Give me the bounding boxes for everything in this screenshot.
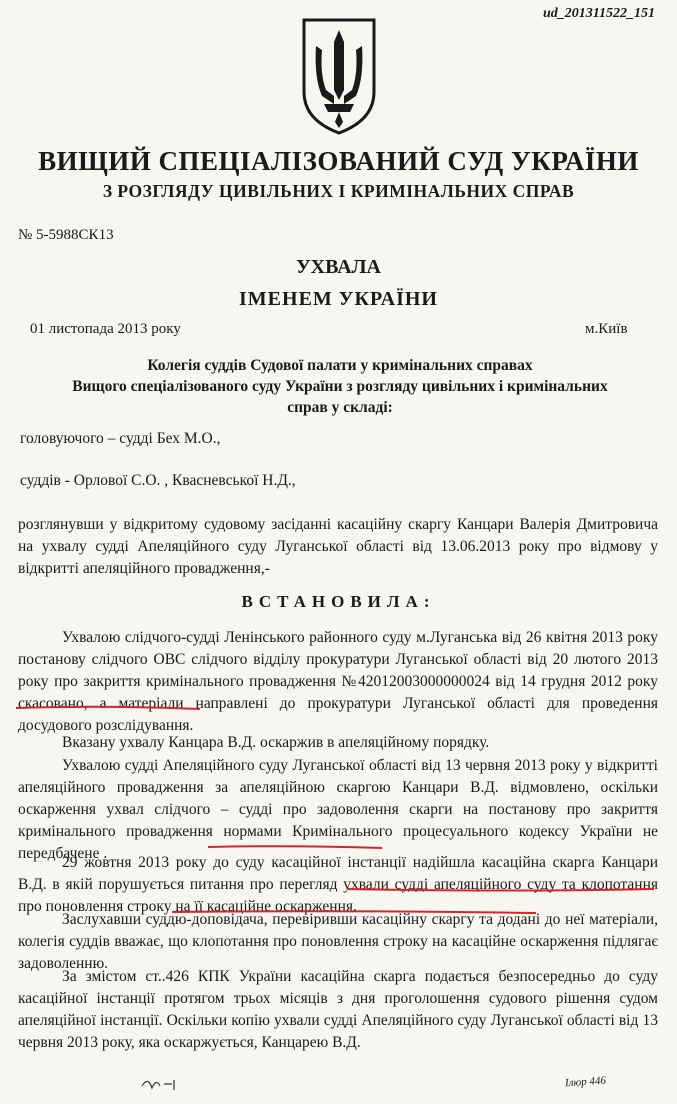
board-line: справ у складі:: [287, 399, 393, 416]
considering-paragraph: розглянувши у відкритому судовому засіданні касаційну скаргу Канцари Валерія Дмитровича на ухвалу судді Апеляційного суду Луганської області від 13.06.2013 року про відмову у відкритті апеляційного провадження,-: [18, 516, 658, 577]
body-paragraph: Заслухавши суддю-доповідача, перевіривши касаційну скаргу та додані до неї матеріали, колегія суддів вважає, що клопотання про поновлення строку на касаційне оскарження підлягає задоволенню.: [18, 911, 658, 972]
board-line: Колегія суддів Судової палати у кримінальних справах: [147, 357, 533, 374]
document-title: УХВАЛА: [296, 256, 381, 278]
red-underline-mark: [14, 704, 204, 712]
board-composition: [20, 355, 660, 418]
body-paragraph: Ухвалою слідчого-судді Ленінського районного суду м.Луганська від 26 квітня 2013 року постанову слідчого ОВС слідчого відділу прокуратури Луганської області від 20 лютого 2013 року про закриття кримінального провадження №42012003000000024 від 14 грудня 2012 року скасовано, а матеріали направлені до прокуратури Луганської області для проведення досудового розслідування.: [18, 629, 658, 734]
body-paragraph: Ухвалою судді Апеляційного суду Луганської області від 13 червня 2013 року у відкритті апеляційного провадження за апеляційною скаргою Канцари В.Д. відмовлено, оскільки оскарження ухвал слідчого – судді про задоволення скарги на постанову про закриття кримінального провадження нормами Кримінального процесуального кодексу України не передбачене .: [18, 757, 658, 862]
court-name-line1: ВИЩИЙ СПЕЦІАЛІЗОВАНИЙ СУД УКРАЇНИ: [38, 146, 639, 176]
red-underline-mark: [346, 886, 658, 894]
document-id: ud_201311522_151: [542, 6, 655, 21]
body-paragraph: Вказану ухвалу Канцара В.Д. оскаржив в апеляційному порядку.: [62, 734, 490, 751]
presiding-judge: головуючого – судді Бех М.О.,: [20, 430, 221, 447]
body-paragraph: За змістом ст..426 КПК України касаційна скарга подається безпосередньо до суду касаційної інстанції протягом трьох місяців з дня проголошення судового рішення судом апеляційної інстанції. Оскільки копію ухвали судді Апеляційного суду Луганської області від 13 червня 2013 року, яка оскаржується, Канцарею В.Д.: [18, 968, 658, 1051]
panel-judges: суддів - Орлової С.О. , Квасневської Н.Д.,: [20, 472, 296, 489]
body-paragraph: 29 жовтня 2013 року до суду касаційної інстанції надійшла касаційна скарга Канцари В.Д. в якій порушується питання про перегляд ухвали судді апеляційного суду та клопотання про поновлення строку на її касаційне оскарження.: [18, 854, 658, 915]
trident-emblem-icon: [300, 16, 378, 136]
ruling-date: 01 листопада 2013 року: [30, 321, 181, 337]
court-name-line2: З РОЗГЛЯДУ ЦИВІЛЬНИХ І КРИМІНАЛЬНИХ СПРАВ: [102, 181, 575, 201]
established-heading: ВСТАНОВИЛА:: [241, 592, 436, 611]
board-line: Вищого спеціалізованого суду України з розгляду цивільних і кримінальних: [72, 378, 608, 395]
sheet-number-mark: Ілюр 446: [564, 1074, 607, 1090]
handwritten-mark: [140, 1074, 180, 1094]
document-subtitle: ІМЕНЕМ УКРАЇНИ: [239, 288, 438, 310]
red-underline-mark: [170, 908, 540, 916]
ruling-city: м.Київ: [585, 321, 628, 337]
case-number: № 5-5988СК13: [18, 227, 114, 243]
red-underline-mark: [206, 843, 386, 851]
